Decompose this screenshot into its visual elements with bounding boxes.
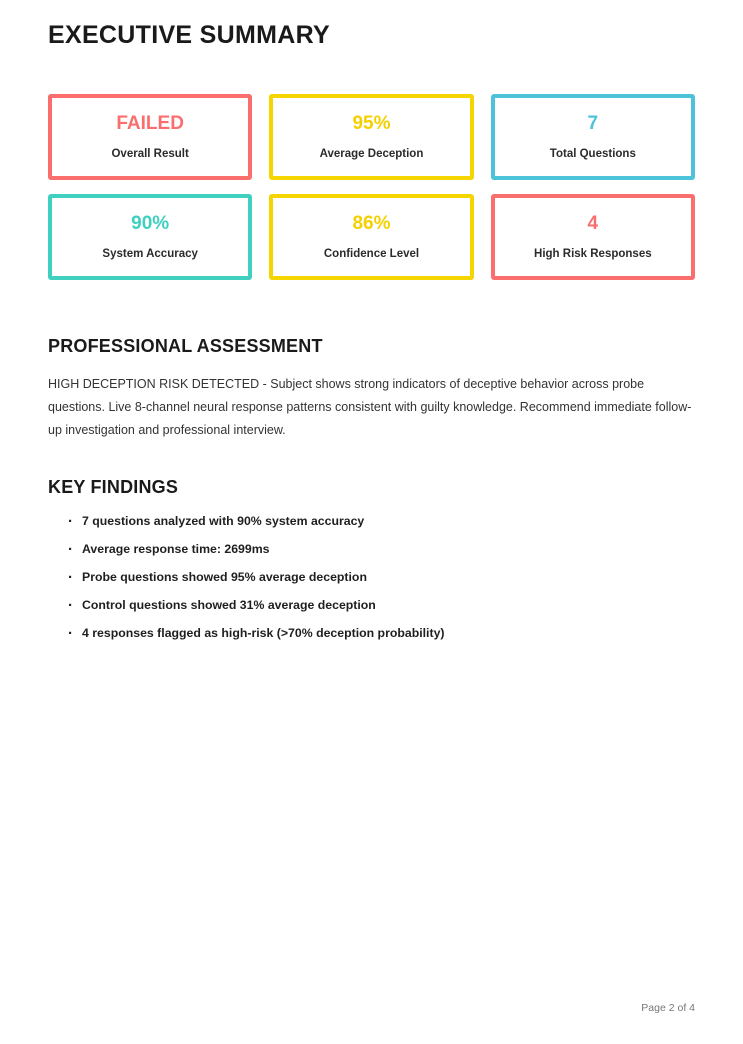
stat-value: 7	[587, 113, 599, 135]
list-item: · Probe questions showed 95% average deception	[68, 570, 695, 584]
stat-label: System Accuracy	[102, 247, 198, 260]
stat-value: 86%	[352, 213, 391, 235]
assessment-heading: PROFESSIONAL ASSESSMENT	[48, 336, 323, 356]
stat-card-system-accuracy	[48, 194, 252, 280]
key-findings-section	[48, 477, 695, 640]
stat-value: 90%	[131, 213, 170, 235]
list-item: · Control questions showed 31% average deception	[68, 598, 695, 612]
stat-label: Total Questions	[549, 147, 636, 160]
list-item: · 4 responses flagged as high-risk (>70% deception probability)	[68, 626, 695, 640]
page-title: EXECUTIVE SUMMARY	[48, 21, 330, 49]
assessment-body: HIGH DECEPTION RISK DETECTED - Subject shows strong indicators of deceptive behavior across probe questions. Live 8-channel neural response patterns consistent with guilty knowledge. Recommend immediate follow-up investigation and professional interview.	[48, 377, 692, 437]
stat-card-high-risk-responses	[491, 194, 695, 280]
stat-card-average-deception	[269, 94, 473, 180]
page-footer: Page 2 of 4	[641, 1002, 695, 1014]
stat-card-overall-result	[48, 94, 252, 180]
stat-label: Average Deception	[319, 147, 424, 160]
stat-value: 95%	[352, 113, 391, 135]
stat-value: FAILED	[116, 113, 184, 135]
stat-label: Overall Result	[111, 147, 189, 160]
list-item: · 7 questions analyzed with 90% system accuracy	[68, 514, 695, 528]
findings-heading: KEY FINDINGS	[48, 477, 179, 498]
stat-card-confidence-level	[269, 194, 473, 280]
summary-stats-grid	[48, 94, 695, 280]
stat-label: Confidence Level	[323, 247, 420, 260]
stat-label: High Risk Responses	[534, 247, 652, 260]
list-item: · Average response time: 2699ms	[68, 542, 695, 556]
findings-list	[48, 514, 695, 640]
stat-value: 4	[587, 213, 599, 235]
stat-card-total-questions	[491, 94, 695, 180]
professional-assessment-section	[48, 336, 695, 441]
